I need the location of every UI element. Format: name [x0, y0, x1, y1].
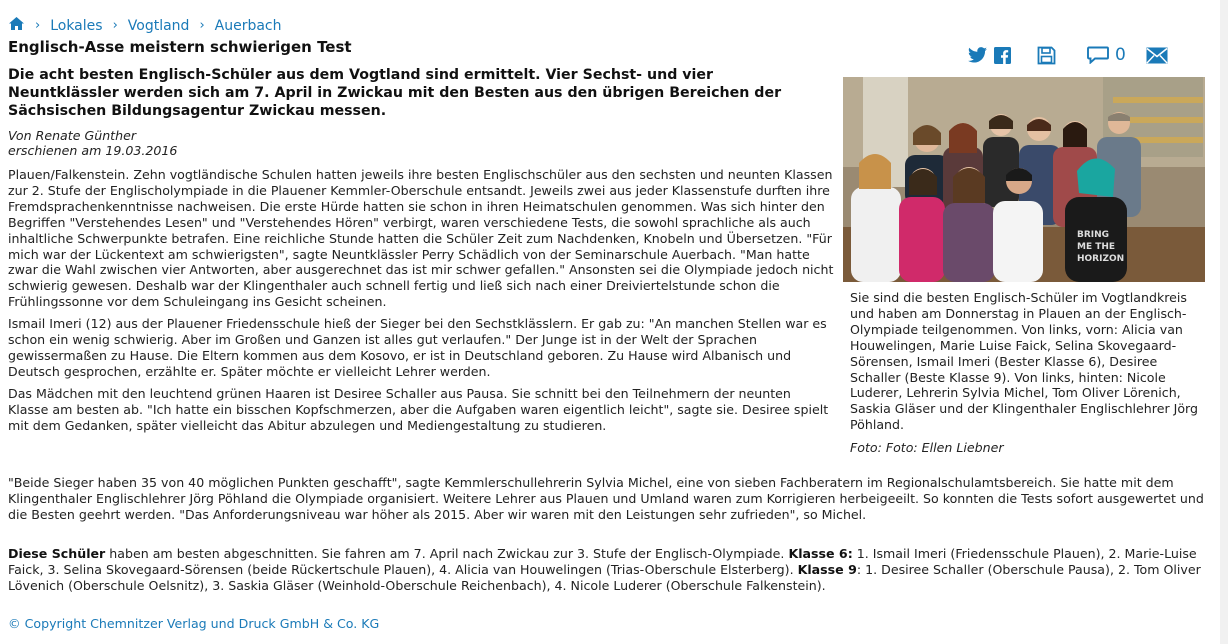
article-title: Englisch-Asse meistern schwierigen Test	[8, 38, 352, 56]
class9-results: : 1. Desiree Schaller (Oberschule Pausa), 2. Tom Oliver Lövenich (Oberschule Oelsnitz), 3. Saskia Gläser (Weinhold-Oberschule Reichenbach), 4. Nicole Luderer (Oberschule Falkenstein).	[8, 561, 1201, 593]
results-intro-text: haben am besten abgeschnitten. Sie fahren am 7. April nach Zwickau zur 3. Stufe der Englisch-Olympiade.	[105, 546, 789, 561]
results-intro-bold: Diese Schüler	[8, 546, 106, 561]
copyright-link[interactable]: © Copyright Chemnitzer Verlag und Druck GmbH & Co. KG	[8, 616, 380, 631]
photo-credit: Foto: Foto: Ellen Liebner	[850, 440, 1004, 455]
breadcrumb-link-vogtland[interactable]: Vogtland	[127, 17, 190, 34]
scrollbar[interactable]	[1220, 0, 1228, 644]
article-date: erschienen am 19.03.2016	[8, 143, 178, 158]
article-byline	[8, 128, 177, 158]
home-icon[interactable]	[8, 16, 25, 35]
svg-text:HORIZON: HORIZON	[1077, 254, 1125, 264]
class9-label: Klasse 9	[797, 561, 857, 577]
article-body	[8, 167, 834, 440]
comment-icon	[1087, 46, 1109, 64]
comment-button[interactable]	[1087, 45, 1126, 65]
article-paragraph: "Beide Sieger haben 35 von 40 möglichen Punkten geschafft", sagte Kemmlerschullehrerin Sylvia Michel, eine von sieben Fachberatern im Regionalschulamtsbereich. Sie hatte mit dem Klingenthaler Englischlehrer Jörg Pöhland die Olympiade organisiert. Weitere Lehrer aus Plauen und Umland waren zum Korrigieren herbeigeeilt. So konnten die Tests sofort ausgewertet und die Besten geehrt werden. "Das Anforderungsniveau war höher als 2015. Aber wir waren mit den Leistungen sehr zufrieden", so Michel.	[8, 475, 1204, 522]
breadcrumb-separator: ›	[199, 18, 205, 33]
facebook-icon[interactable]	[994, 47, 1011, 64]
article-photo[interactable]	[843, 77, 1205, 282]
article-lead: Die acht besten Englisch-Schüler aus dem Vogtland sind ermittelt. Vier Sechst- und vier Neuntklässler werden sich am 7. April in Zwickau mit den Besten aus den übrigen Bereichen der Sächsischen Bildungsagentur Zwickau messen.	[8, 67, 782, 119]
breadcrumb	[8, 16, 282, 35]
save-icon[interactable]	[1037, 46, 1056, 65]
breadcrumb-link-lokales[interactable]: Lokales	[50, 17, 103, 34]
photo-caption: Sie sind die besten Englisch-Schüler im Vogtlandkreis und haben am Donnerstag in Plauen an der Englisch-Olympiade teilgenommen. Von links, vorn: Alicia van Houwelingen, Marie Luise Faick, Selina Skovegaard-Sörensen, Ismail Imeri (Bester Klasse 6), Desiree Schaller (Beste Klasse 9). Von links, hinten: Nicole Luderer, Lehrerin Sylvia Michel, Tom Oliver Lörenich, Saskia Gläser und der Klingenthaler Englischlehrer Jörg Pöhland.	[850, 290, 1198, 433]
class6-label: Klasse 6:	[788, 546, 853, 561]
results-paragraph	[8, 546, 1213, 594]
svg-text:BRING: BRING	[1077, 230, 1110, 240]
article-paragraph: Plauen/Falkenstein. Zehn vogtländische Schulen hatten jeweils ihre besten Englischschüler aus den sechsten und neunten Klassen zur 2. Stufe der Englischolympiade in die Plauener Kemmler-Oberschule entsandt. Jeweils zwei aus jeder Klassenstufe durften ihre Fremdsprachenkenntnisse nachweisen. Die erste Hürde hatten sie schon in ihren Heimatschulen genommen. Was sich hinter den Begriffen "Verstehendes Lesen" und "Verstehendes Hören" verbirgt, waren verschiedene Tests, die sowohl sprachliche als auch inhaltliche Schwerpunkte betrafen. Eine reichliche Stunde hatten die Schüler Zeit zum Nachdenken, Knobeln und Übersetzen. "Für mich war der Lückentext am schwierigsten", sagte Neuntklässler Perry Schädlich von der Seminarschule Auerbach. "Man hatte zwar die Wahl zwischen vier Antworten, aber ausgerechnet das ist mir schwer gefallen." Ansonsten sei die Olympiade jedoch nicht schwierig gewesen. Deshalb war der Klingenthaler auch schnell fertig und ließ sich nach einer Dreiviertelstunde schon die Frühlingssonne vor dem Schuleingang ins Gesicht scheinen.	[8, 167, 834, 310]
breadcrumb-link-auerbach[interactable]: Auerbach	[214, 17, 282, 34]
twitter-icon[interactable]	[968, 47, 987, 63]
comment-count: 0	[1115, 45, 1126, 65]
article-paragraph: Das Mädchen mit den leuchtend grünen Haaren ist Desiree Schaller aus Pausa. Sie schnitt bei den Teilnehmern der neunten Klasse am besten ab. "Ich hatte ein bisschen Kopfschmerzen, aber die Aufgaben waren eigentlich leicht", sagte sie. Desiree spielt mit dem Gedanken, später vielleicht das Abitur abzulegen und Mediengestaltung zu studieren.	[8, 385, 829, 433]
share-toolbar	[968, 42, 1168, 68]
article-paragraph: Ismail Imeri (12) aus der Plauener Friedensschule hieß der Sieger bei den Sechstklässlern. Er gab zu: "An manchen Stellen war es schon ein wenig schwierig. Aber im Großen und Ganzen ist alles gut verlaufen." Der Junge ist in der Welt der Sprachen gewissermaßen zu Hause. Die Eltern kommen aus dem Kosovo, er ist in Deutschland geboren. Zu Hause wird Albanisch und Deutsch gesprochen, erzählte er. Später möchte er vielleicht Lehrer werden.	[8, 316, 827, 379]
breadcrumb-separator: ›	[35, 18, 41, 33]
breadcrumb-separator: ›	[112, 18, 118, 33]
mail-icon[interactable]	[1146, 47, 1168, 64]
class6-results: 1. Ismail Imeri (Friedensschule Plauen), 2. Marie-Luise Faick, 3. Selina Skovegaard-Sörensen (beide Rückertschule Plauen), 4. Alicia van Houwelingen (Trias-Oberschule Elsterberg).	[8, 546, 1197, 577]
article-author: Von Renate Günther	[8, 128, 137, 143]
svg-text:ME THE: ME THE	[1077, 242, 1116, 252]
